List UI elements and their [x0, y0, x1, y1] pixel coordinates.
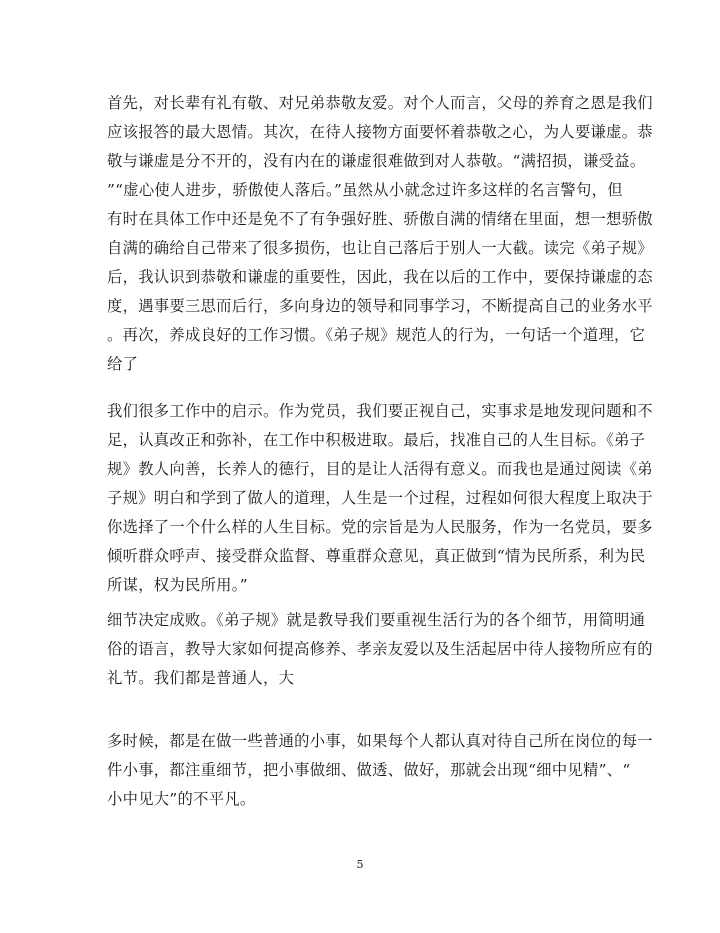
text-line: 所谋，权为民所用。” — [107, 576, 248, 594]
text-line: 我们很多工作中的启示。作为党员，我们要正视自己，实事求是地发现问题和不 — [107, 402, 653, 420]
paragraph-2 — [107, 397, 653, 600]
text-line: 首先，对长辈有礼有敬、对兄弟恭敬友爱。对个人而言，父母的养育之恩是我们 — [107, 94, 653, 112]
text-line: 件小事，都注重细节，把小事做细、做透、做好，那就会出现“细中见精”、“ — [107, 761, 631, 779]
page-number: 5 — [356, 858, 364, 871]
text-line: 度，遇事要三思而后行，多向身边的领导和同事学习，不断提高自己的业务水平 — [107, 297, 653, 315]
text-line: 足，认真改正和弥补，在工作中积极进取。最后，找准自己的人生目标。《弟子 — [107, 431, 646, 449]
paragraph-4 — [107, 727, 653, 814]
text-line: 敬与谦虚是分不开的，没有内在的谦虚很难做到对人恭敬。“满招损，谦受益。 — [107, 152, 646, 170]
text-line: 细节决定成败。《弟子规》就是教导我们要重视生活行为的各个细节，用简明通 — [107, 611, 646, 629]
text-line: 给了 — [107, 355, 139, 373]
text-line: 有时在具体工作中还是免不了有争强好胜、骄傲自满的情绪在里面，想一想骄傲 — [107, 210, 653, 228]
text-line: 小中见大”的不平凡。 — [107, 790, 256, 808]
paragraph-3 — [107, 606, 653, 693]
text-line: 倾听群众呼声、接受群众监督、尊重群众意见，真正做到“情为民所系，利为民 — [107, 547, 646, 565]
text-line: ”“虚心使人进步，骄傲使人落后。”虽然从小就念过许多这样的名言警句，但 — [107, 181, 623, 199]
text-line: 子规》明白和学到了做人的道理，人生是一个过程，过程如何很大程度上取决于 — [107, 489, 653, 507]
text-line: 应该报答的最大恩情。其次，在待人接物方面要怀着恭敬之心，为人要谦虚。恭 — [107, 123, 653, 141]
text-line: 自满的确给自己带来了很多损伤，也让自己落后于别人一大截。读完《弟子规》 — [107, 239, 653, 257]
text-line: 后，我认识到恭敬和谦虚的重要性，因此，我在以后的工作中，要保持谦虚的态 — [107, 268, 653, 286]
text-line: 多时候，都是在做一些普通的小事，如果每个人都认真对待自己所在岗位的每一 — [107, 732, 653, 750]
text-line: 。再次，养成良好的工作习惯。《弟子规》规范人的行为，一句话一个道理，它 — [107, 326, 646, 344]
text-line: 规》教人向善，长养人的德行，目的是让人活得有意义。而我也是通过阅读《弟 — [107, 460, 653, 478]
text-line: 礼节。我们都是普通人，大 — [107, 669, 295, 687]
paragraph-1 — [107, 89, 653, 379]
text-line: 俗的语言，教导大家如何提高修养、孝亲友爱以及生活起居中待人接物所应有的 — [107, 640, 653, 658]
text-line: 你选择了一个什么样的人生目标。党的宗旨是为人民服务，作为一名党员，要多 — [107, 518, 653, 536]
